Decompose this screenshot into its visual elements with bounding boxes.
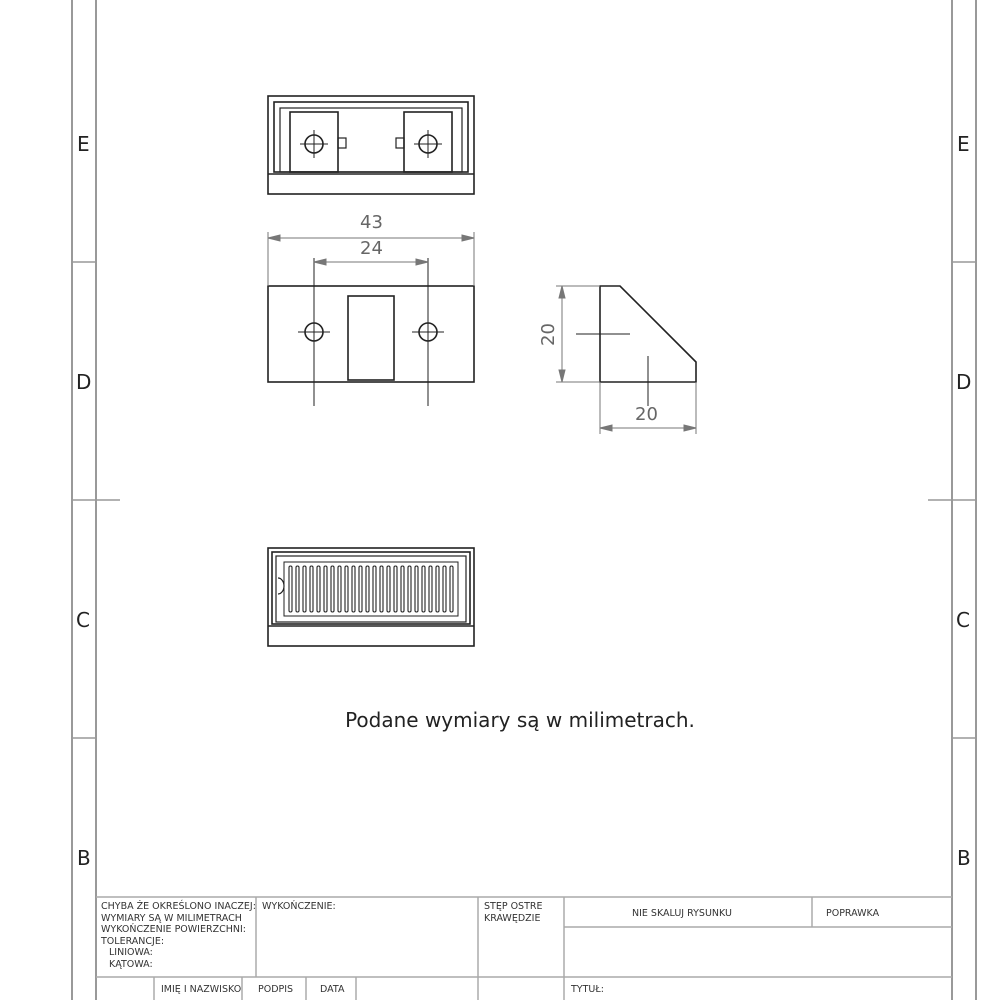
- zone-label-c-left: C: [76, 608, 90, 632]
- top-view: [268, 96, 474, 194]
- rib-slot: [394, 566, 397, 612]
- name-label: IMIĘ I NAZWISKO: [161, 984, 242, 995]
- zone-label-b-right: B: [957, 846, 971, 870]
- zone-ticks: [72, 262, 976, 738]
- zone-label-e-left: E: [77, 132, 90, 156]
- rib-slot: [331, 566, 334, 612]
- rib-slot: [289, 566, 292, 612]
- rib-slot: [317, 566, 320, 612]
- finish-label: WYKOŃCZENIE:: [262, 901, 336, 912]
- rib-slot: [366, 566, 369, 612]
- title-label: TYTUŁ:: [571, 984, 604, 995]
- general-notes: [101, 901, 256, 970]
- revision-label: POPRAWKA: [826, 908, 880, 919]
- front-view: [268, 258, 474, 406]
- rib-slot: [373, 566, 376, 612]
- edges-label: STĘP OSTRE KRAWĘDZIE: [484, 901, 543, 924]
- general-notes-line: LINIOWA:: [109, 947, 153, 958]
- zone-label-e-right: E: [957, 132, 970, 156]
- zone-label-d-right: D: [956, 370, 972, 394]
- rib-slot: [429, 566, 432, 612]
- general-notes-line: CHYBA ŻE OKREŚLONO INACZEJ:: [101, 901, 256, 912]
- general-notes-line: WYMIARY SĄ W MILIMETRACH: [101, 912, 242, 924]
- rib-slot: [408, 566, 411, 612]
- dimension-side-height: 20: [538, 323, 559, 346]
- rib-slot: [422, 566, 425, 612]
- rib-slot: [436, 566, 439, 612]
- zone-label-d-left: D: [76, 370, 92, 394]
- zone-label-b-left: B: [77, 846, 91, 870]
- rib-slot: [401, 566, 404, 612]
- rib-slot: [345, 566, 348, 612]
- drawing-border: [72, 0, 976, 1000]
- general-notes-line: WYKOŃCZENIE POWIERZCHNI:: [101, 924, 246, 935]
- rib-slot: [352, 566, 355, 612]
- dimension-overall-length: 43: [360, 212, 383, 233]
- rib-slot: [443, 566, 446, 612]
- rib-slot: [450, 566, 453, 612]
- date-label: DATA: [320, 984, 345, 995]
- side-view: [576, 286, 696, 406]
- units-note: Podane wymiary są w milimetrach.: [345, 708, 695, 732]
- rib-slot: [387, 566, 390, 612]
- rib-slot: [359, 566, 362, 612]
- dimension-hole-spacing: 24: [360, 238, 383, 259]
- zone-label-c-right: C: [956, 608, 970, 632]
- rib-slot: [324, 566, 327, 612]
- signature-label: PODPIS: [258, 984, 294, 995]
- rib-slot: [415, 566, 418, 612]
- general-notes-line: KĄTOWA:: [109, 958, 153, 970]
- rib-slot: [380, 566, 383, 612]
- rib-slot: [303, 566, 306, 612]
- general-notes-line: TOLERANCJE:: [101, 935, 165, 947]
- bottom-view: [268, 0, 540, 646]
- rib-pattern: [289, 566, 453, 612]
- rib-slot: [310, 566, 313, 612]
- dimension-lines-side: [556, 286, 696, 434]
- dimension-side-depth: 20: [635, 404, 658, 425]
- rib-slot: [338, 566, 341, 612]
- rib-slot: [296, 566, 299, 612]
- no-scale-label: NIE SKALUJ RYSUNKU: [632, 908, 732, 919]
